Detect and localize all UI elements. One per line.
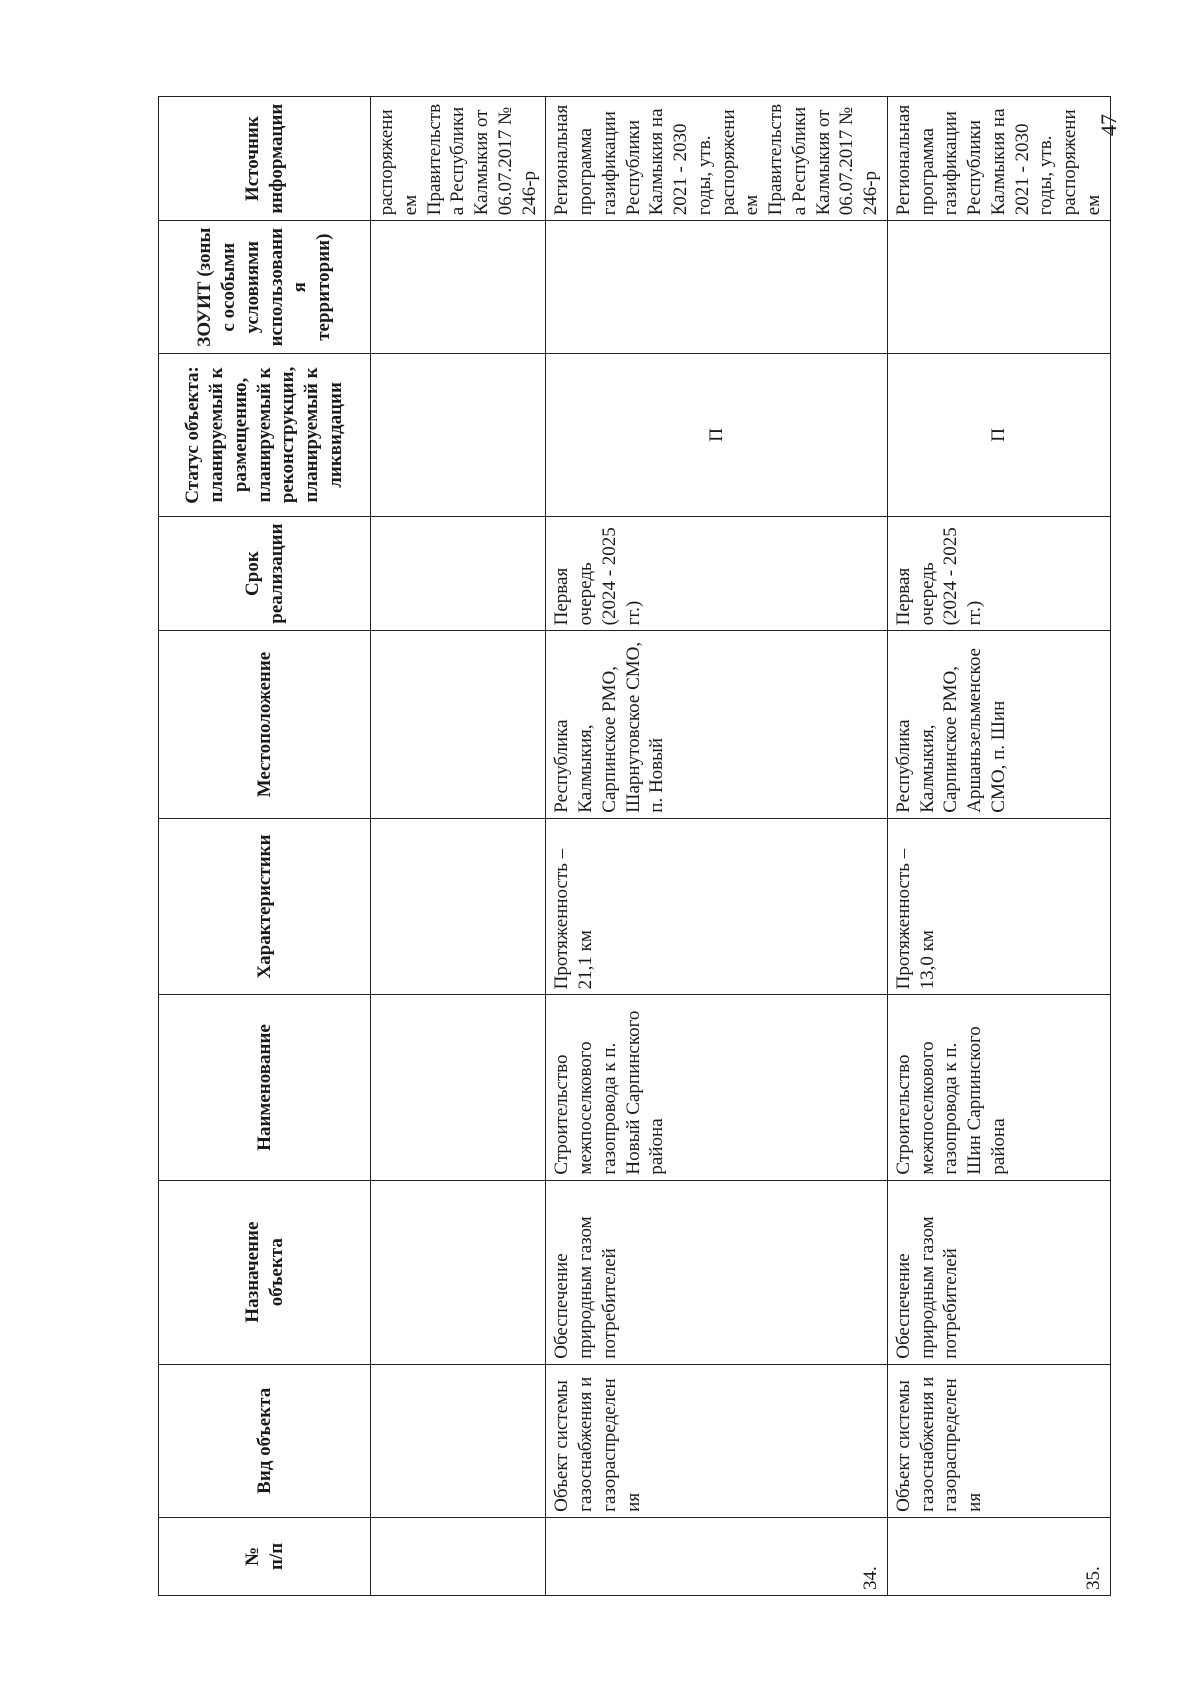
table-header-row [159, 97, 371, 1596]
rotated-table-wrapper [158, 96, 1200, 1590]
cell-source: Региональная программа газификации Республики Калмыкия на 2021 - 2030 годы, утв. распоряжением [887, 97, 1110, 221]
header-object-type: Вид объекта [159, 1364, 371, 1517]
header-location: Местоположение [159, 631, 371, 818]
cell-location: Республика Калмыкия, Сарпинское РМО, Аршаньзельменское СМО, п. Шин [887, 631, 1110, 818]
cell-name: Строительство межпоселкового газопровода к п. Новый Сарпинского района [546, 995, 888, 1180]
cell-num: 34. [546, 1517, 888, 1595]
header-num: № п/п [159, 1517, 371, 1595]
cell-object-type [371, 1364, 546, 1517]
header-name: Наименование [159, 995, 371, 1180]
cell-characteristics [371, 818, 546, 995]
cell-name: Строительство межпоселкового газопровода к п. Шин Сарпинского района [887, 995, 1110, 1180]
cell-status [371, 354, 546, 517]
objects-table [158, 96, 1111, 1596]
cell-status: П [887, 354, 1110, 517]
cell-location: Республика Калмыкия, Сарпинское РМО, Шарнутовское СМО, п. Новый [546, 631, 888, 818]
cell-object-purpose [371, 1180, 546, 1364]
header-source: Источник информации [159, 97, 371, 221]
landscape-layout [158, 96, 1104, 1596]
header-characteristics: Характеристики [159, 818, 371, 995]
cell-term: Первая очередь (2024 - 2025 гг.) [887, 516, 1110, 631]
table-row [371, 97, 546, 1596]
cell-object-purpose: Обеспечение природным газом потребителей [887, 1180, 1110, 1364]
cell-object-type: Объект системы газоснабжения и газораспределения [887, 1364, 1110, 1517]
cell-characteristics: Протяженность – 21,1 км [546, 818, 888, 995]
cell-zouit [546, 221, 888, 354]
cell-characteristics: Протяженность – 13,0 км [887, 818, 1110, 995]
header-object-purpose: Назначение объекта [159, 1180, 371, 1364]
cell-num [371, 1517, 546, 1595]
cell-source: распоряжением Правительства Республики Калмыкия от 06.07.2017 № 246-р [371, 97, 546, 221]
cell-zouit [887, 221, 1110, 354]
header-zouit: ЗОУИТ (зоны с особыми условиями использования территории) [159, 221, 371, 354]
cell-name [371, 995, 546, 1180]
cell-object-purpose: Обеспечение природным газом потребителей [546, 1180, 888, 1364]
cell-zouit [371, 221, 546, 354]
cell-term: Первая очередь (2024 - 2025 гг.) [546, 516, 888, 631]
cell-location [371, 631, 546, 818]
table-row [546, 97, 888, 1596]
page-number: 47 [1096, 114, 1121, 136]
cell-source: Региональная программа газификации Республики Калмыкия на 2021 - 2030 годы, утв. распоряжением Правительства Республики Калмыкия от 06.07.2017 № 246-р [546, 97, 888, 221]
table-row [887, 97, 1110, 1596]
cell-status: П [546, 354, 888, 517]
cell-object-type: Объект системы газоснабжения и газораспределения [546, 1364, 888, 1517]
header-term: Срок реализации [159, 516, 371, 631]
cell-num: 35. [887, 1517, 1110, 1595]
header-status: Статус объекта: планируемый к размещению, планируемый к реконструкции, планируемый к ликвидации [159, 354, 371, 517]
cell-term [371, 516, 546, 631]
